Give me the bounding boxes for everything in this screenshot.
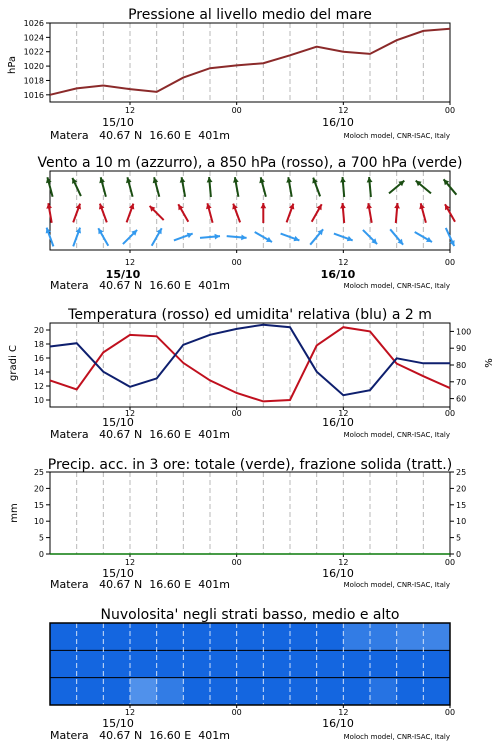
cloud-cell xyxy=(77,678,104,705)
pressure-chart xyxy=(0,0,500,145)
location-label: Matera 40.67 N 16.60 E 401m xyxy=(50,729,230,742)
cloud-cell xyxy=(183,623,210,650)
x-tick-label: 12 xyxy=(338,708,349,717)
cloud-cell xyxy=(343,678,370,705)
model-credit: Moloch model, CNR-ISAC, Italy xyxy=(343,132,450,140)
pressure-grid xyxy=(77,23,424,102)
cloud-cell xyxy=(130,678,157,705)
cloud-cell xyxy=(290,650,317,677)
y-tick-label: 14 xyxy=(33,368,44,377)
temperature-ylabel: gradi C xyxy=(8,345,19,381)
wind-arrow-head xyxy=(261,203,267,208)
y-tick-label: 25 xyxy=(33,468,44,477)
x-tick-label: 12 xyxy=(338,258,349,267)
date-label-16-10: 16/10 xyxy=(322,567,354,580)
y-tick-label: 20 xyxy=(33,326,44,335)
wind-arrow-head xyxy=(394,203,400,209)
cloud-cell xyxy=(50,650,77,677)
location-label: Matera 40.67 N 16.60 E 401m xyxy=(50,428,230,441)
cloud-cell xyxy=(263,623,290,650)
y-tick-label: 15 xyxy=(33,500,44,510)
y-tick-label: 20 xyxy=(33,484,44,494)
date-label-15-10: 15/10 xyxy=(102,416,134,429)
x-tick-label: 00 xyxy=(231,558,242,567)
x-tick-label: 12 xyxy=(124,558,136,567)
location-label: Matera 40.67 N 16.60 E 401m xyxy=(50,129,230,142)
temperature-title: Temperatura (rosso) ed umidita' relativa (blu) a 2 m xyxy=(68,307,432,323)
y-tick-label: 12 xyxy=(33,382,44,391)
cloud-cell xyxy=(210,623,237,650)
wind-arrow xyxy=(150,206,164,220)
cloud-cell xyxy=(423,623,450,650)
x-tick-label: 12 xyxy=(338,106,349,115)
cloud-cell xyxy=(157,678,184,705)
precipitation-y2-ticks xyxy=(450,468,466,559)
cloud-cell xyxy=(290,623,317,650)
temperature-x-ticks xyxy=(125,407,455,418)
precipitation-x-ticks xyxy=(125,554,455,567)
y-tick-label: 0 xyxy=(38,550,44,559)
y-tick-label: 90 xyxy=(456,344,467,354)
date-label-16-10: 16/10 xyxy=(322,416,354,429)
cloud-cell xyxy=(183,678,210,705)
wind-arrow xyxy=(366,203,372,223)
cloud-cell xyxy=(370,650,397,677)
wind-arrow xyxy=(126,177,133,196)
precipitation-grid xyxy=(77,472,424,554)
wind-arrow xyxy=(367,177,373,197)
precipitation-title: Precip. acc. in 3 ore: totale (verde), frazione solida (tratt.) xyxy=(47,457,453,473)
x-tick-label: 00 xyxy=(231,708,242,717)
cloud-cell xyxy=(183,650,210,677)
wind-arrow xyxy=(99,177,106,196)
cloud-cell xyxy=(317,678,344,705)
cloud-x-ticks xyxy=(125,705,455,717)
pressure-title: Pressione al livello medio del mare xyxy=(128,7,372,23)
precipitation-chart xyxy=(0,450,500,600)
y-tick-label: 10 xyxy=(33,396,44,405)
y-tick-label: 16 xyxy=(33,354,44,363)
cloud-cell xyxy=(130,650,157,677)
humidity-line xyxy=(50,325,450,396)
y-tick-label: 1022 xyxy=(23,47,44,57)
wind-arrow xyxy=(340,203,346,223)
model-credit: Moloch model, CNR-ISAC, Italy xyxy=(343,733,450,741)
date-label-16-10: 16/10 xyxy=(322,717,354,730)
cloud-cell xyxy=(263,650,290,677)
x-tick-label: 00 xyxy=(444,409,456,418)
cloud-cell xyxy=(157,650,184,677)
y-tick-label: 1020 xyxy=(23,62,44,72)
cloud-cell xyxy=(397,623,424,650)
temperature-y-ticks xyxy=(34,326,50,405)
cloud-cell xyxy=(290,678,317,705)
cloud-cells xyxy=(50,623,450,705)
wind-arrow xyxy=(207,177,213,197)
wind-arrow xyxy=(340,177,346,197)
wind-arrows xyxy=(46,177,457,246)
precipitation-ylabel: mm xyxy=(9,503,20,523)
wind-chart xyxy=(0,147,500,297)
cloud-cell xyxy=(237,623,264,650)
pressure-plot-frame xyxy=(50,23,450,102)
model-credit: Moloch model, CNR-ISAC, Italy xyxy=(343,282,450,290)
pressure-ylabel: hPa xyxy=(7,55,18,75)
date-label-15-10: 15/10 xyxy=(102,116,134,129)
date-label-16-10: 16/10 xyxy=(320,268,356,281)
humidity-ylabel: % xyxy=(484,358,495,368)
y-tick-label: 1026 xyxy=(23,19,44,28)
wind-arrow-head xyxy=(367,177,373,183)
y-tick-label: 18 xyxy=(33,340,44,349)
x-tick-label: 00 xyxy=(444,258,456,267)
wind-arrow xyxy=(46,177,53,196)
y-tick-label: 1016 xyxy=(23,90,44,100)
cloud-cell xyxy=(210,650,237,677)
y-tick-label: 10 xyxy=(33,517,44,527)
cloud-cover-chart xyxy=(0,602,500,750)
cloud-cell xyxy=(317,650,344,677)
y-tick-label: 25 xyxy=(456,468,467,477)
x-tick-label: 00 xyxy=(444,106,456,115)
wind-arrow-head xyxy=(340,177,346,183)
pressure-y-ticks xyxy=(24,19,50,100)
cloud-cell xyxy=(77,623,104,650)
x-tick-label: 00 xyxy=(444,708,456,717)
cloud-cell xyxy=(397,678,424,705)
cloud-cell xyxy=(103,678,130,705)
pressure-line xyxy=(50,29,450,95)
cloud-cell xyxy=(423,678,450,705)
x-tick-label: 12 xyxy=(124,106,136,115)
y-tick-label: 10 xyxy=(456,517,467,527)
wind-arrow xyxy=(334,234,353,242)
x-tick-label: 12 xyxy=(124,258,136,267)
cloud-cell xyxy=(103,623,130,650)
x-tick-label: 00 xyxy=(231,409,242,418)
y-tick-label: 20 xyxy=(456,484,467,494)
wind-arrow xyxy=(312,178,320,197)
pressure-series xyxy=(50,29,450,95)
cloud-cell xyxy=(343,650,370,677)
wind-arrow xyxy=(394,203,400,223)
cloud-cell xyxy=(343,623,370,650)
cloud-cell xyxy=(370,678,397,705)
cloud-cell xyxy=(397,650,424,677)
cloud-cell xyxy=(317,623,344,650)
wind-arrow xyxy=(419,203,426,222)
wind-arrow xyxy=(46,203,52,223)
y-tick-label: 15 xyxy=(456,500,467,510)
cloud-cell xyxy=(263,678,290,705)
y-tick-label: 80 xyxy=(456,361,467,370)
model-credit: Moloch model, CNR-ISAC, Italy xyxy=(343,581,450,589)
cloud-cell xyxy=(130,623,157,650)
cloud-cell xyxy=(370,623,397,650)
y-tick-label: 5 xyxy=(456,533,462,543)
y-tick-label: 1024 xyxy=(23,33,44,43)
y-tick-label: 100 xyxy=(456,327,472,337)
wind-arrow xyxy=(259,177,266,196)
y-tick-label: 70 xyxy=(456,377,467,387)
y-tick-label: 1018 xyxy=(23,76,44,86)
wind-arrow-head xyxy=(207,177,213,183)
precipitation-y-ticks xyxy=(34,468,50,559)
wind-arrow xyxy=(363,230,377,244)
y-tick-label: 5 xyxy=(38,533,44,543)
wind-arrow xyxy=(206,203,213,222)
x-tick-label: 12 xyxy=(124,409,136,418)
temperature-humidity-series xyxy=(50,325,450,402)
wind-arrow xyxy=(255,232,272,242)
wind-arrow-head xyxy=(241,235,247,241)
wind-title: Vento a 10 m (azzurro), a 850 hPa (rosso), a 700 hPa (verde) xyxy=(37,155,463,171)
wind-arrow-head xyxy=(215,234,221,240)
cloud-title: Nuvolosita' negli strati basso, medio e alto xyxy=(100,607,400,623)
location-label: Matera 40.67 N 16.60 E 401m xyxy=(50,279,230,292)
wind-arrow xyxy=(180,177,186,197)
cloud-cell xyxy=(50,623,77,650)
x-tick-label: 00 xyxy=(231,106,242,115)
wind-arrow xyxy=(233,177,239,197)
cloud-cell xyxy=(210,678,237,705)
precipitation-plot-frame xyxy=(50,472,450,554)
cloud-cell xyxy=(157,623,184,650)
x-tick-label: 12 xyxy=(338,558,349,567)
temperature-line xyxy=(50,327,450,401)
wind-arrow xyxy=(153,177,160,196)
date-label-15-10: 15/10 xyxy=(105,268,141,281)
wind-x-ticks xyxy=(125,250,455,267)
wind-arrow xyxy=(415,232,432,242)
wind-arrow xyxy=(281,234,300,242)
cloud-cell xyxy=(103,650,130,677)
wind-arrow xyxy=(123,230,137,244)
wind-plot-frame xyxy=(50,171,450,250)
location-label: Matera 40.67 N 16.60 E 401m xyxy=(50,578,230,591)
temperature-humidity-chart xyxy=(0,299,500,449)
date-label-15-10: 15/10 xyxy=(102,567,134,580)
cloud-cell xyxy=(50,678,77,705)
pressure-x-ticks xyxy=(125,102,455,115)
wind-arrow-head xyxy=(340,203,346,209)
humidity-y-ticks xyxy=(450,327,471,403)
date-label-15-10: 15/10 xyxy=(102,717,134,730)
date-label-16-10: 16/10 xyxy=(322,116,354,129)
x-tick-label: 12 xyxy=(124,708,136,717)
x-tick-label: 00 xyxy=(444,558,456,567)
y-tick-label: 60 xyxy=(456,394,467,404)
cloud-cell xyxy=(423,650,450,677)
model-credit: Moloch model, CNR-ISAC, Italy xyxy=(343,431,450,439)
x-tick-label: 12 xyxy=(338,409,349,418)
wind-arrow xyxy=(286,177,292,197)
cloud-cell xyxy=(237,678,264,705)
cloud-cell xyxy=(237,650,264,677)
x-tick-label: 00 xyxy=(231,258,242,267)
wind-arrow xyxy=(261,203,267,223)
cloud-cell xyxy=(77,650,104,677)
y-tick-label: 0 xyxy=(456,550,462,559)
